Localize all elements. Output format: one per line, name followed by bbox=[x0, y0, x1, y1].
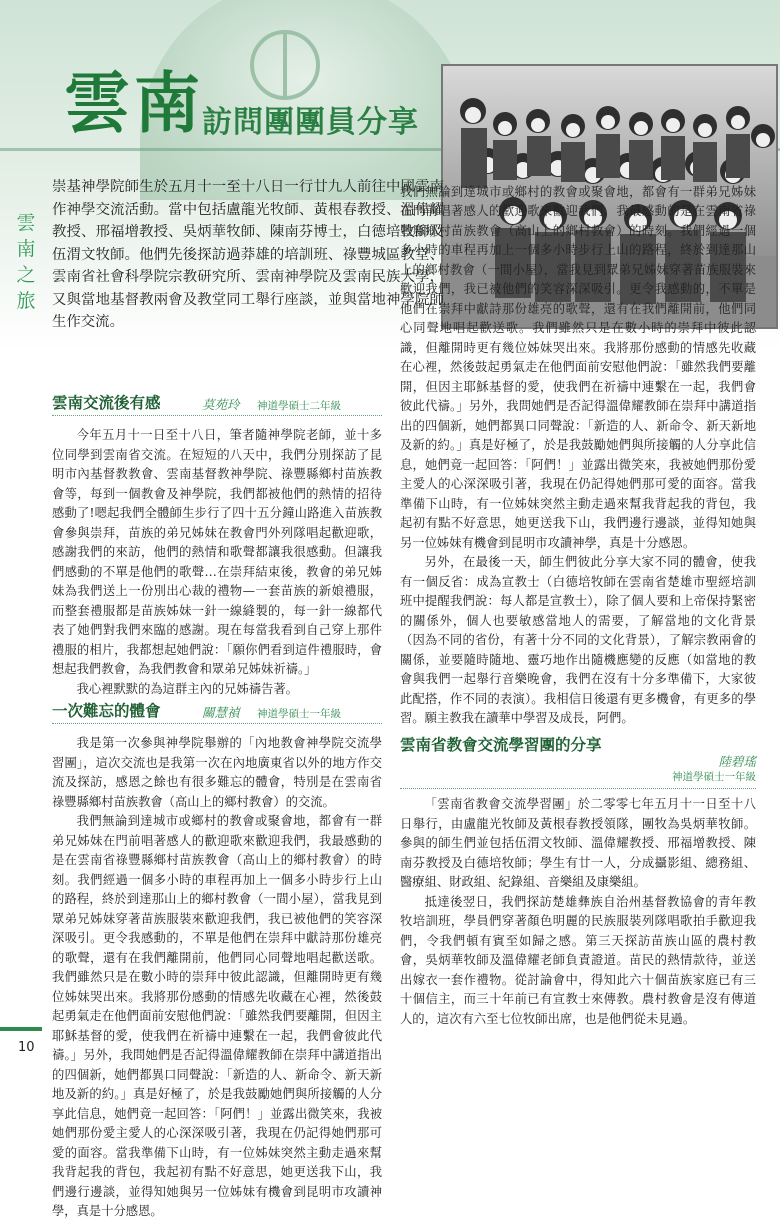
section-title-3: 雲南省教會交流學習團的分享 bbox=[400, 736, 602, 754]
section-author-1: 莫苑玲 bbox=[202, 397, 240, 412]
section-title-2: 一次難忘的體會 bbox=[52, 702, 161, 720]
section-title-1: 雲南交流後有感 bbox=[52, 394, 161, 412]
section-role-2: 神道學碩士一年級 bbox=[257, 708, 341, 720]
section-role-1: 神道學碩士二年級 bbox=[257, 400, 341, 412]
page-number-bar bbox=[0, 1027, 42, 1031]
article-title-sub: 訪問團團員分享 bbox=[202, 105, 419, 140]
article-title-main: 雲南 bbox=[64, 64, 204, 142]
section-role-3: 神道學碩士一年級 bbox=[672, 771, 756, 783]
section-3-divider bbox=[400, 788, 756, 789]
section-1-paragraph: 我心裡默默的為這群主內的兄姊禱告著。 bbox=[76, 681, 298, 696]
church-window-illustration bbox=[250, 30, 320, 100]
section-2-paragraph: 另外，在最後一天，師生們彼此分享大家不同的體會，使我有一個反省：成為宣教士（白德培牧師在雲南省楚雄市聖經培訓班中提醒我們說：每人都是宣教士），除了個人要和上帝保持緊密的關係外，個人也要敏感當地人的需要，了解當地的文化背景（因為不同的省份，有著十分不同的文化背景），了解宗教兩會的關係，並要隨時隨地、靈巧地作出隨機應變的反應（如當地的教會與我們一起舉行音樂晚會，我們在沒有十分多準備下，大家彼此配搭，作不同的表演）。我相信日後還有更多機會，有更多的學習。願主教我在讀華中學習及成長，阿們。 bbox=[400, 555, 756, 725]
section-2-paragraph: 我是第一次參與神學院舉辦的「內地教會神學院交流學習團」，這次交流也是我第一次在內地廣東省以外的地方作交流及探訪，感恩之餘也有很多難忘的體會，特別是在雲南省祿豐縣鄉村苗族教會（高山上的鄉村教會）的交流。 bbox=[52, 736, 382, 809]
page-number: 10 bbox=[18, 1040, 35, 1055]
section-body-3 bbox=[400, 795, 756, 1045]
section-2-paragraph: 我們無論到達城市或鄉村的教會或聚會地，都會有一群弟兄姊妹在門前唱著感人的歡迎歌來歡迎我們，我最感動的是在雲南省祿豐縣鄉村苗族教會（高山上的鄉村教會）的時刻。我們經過一個多小時的車程再加上一個多小時步行上山的路程，終於到達那山上的鄉村教會（一間小屋），當我見到眾弟兄姊妹穿著苗族服裝來歡迎我們，我已被他們的笑容深深吸引。更令我感動的，不單是他們在崇拜中獻詩那份雄亮的歌聲，還有在我們離開前，他們同心同聲地唱起歡送歌。我們雖然只是在數小時的崇拜中彼此認識，但離開時更有幾位姊妹哭出來。我將那份感動的情感先收藏在心裡，然後鼓起勇氣走在他們面前安慰他們說：「雖然我們要離開，但因主耶穌基督的愛，使我們在祈禱中連繫在一起，我們會彼此代禱。」另外，我問她們是否記得溫偉耀教師在崇拜中講道指出的四個新，她們都異口同聲說：「新造的人、新命令、新天新地及新的約。」真是好極了，於是我鼓勵她們與所接觸的人分享此信息，她們竟一起回答：「阿們！」並露出微笑來，我被她們那份愛主愛人的心深深吸引著，我現在仍記得她們那可愛的面容。當我準備下山時，有一位姊妹突然主動走過來幫我背起我的背包，我起初有點不好意思，她更送我下山，我們邊行邊談，並得知她與另一位姊妹有機會到昆明市攻讀神學，真是十分感恩。 bbox=[52, 814, 382, 1218]
section-body-1 bbox=[52, 426, 382, 699]
section-header-1 bbox=[52, 395, 382, 416]
section-author-3: 陸碧瑤 bbox=[718, 754, 756, 769]
section-body-2-part1 bbox=[52, 734, 382, 1218]
side-label: 雲南之旅 bbox=[16, 212, 36, 312]
section-3-paragraph: 「雲南省教會交流學習團」於二零零七年五月十一日至十八日舉行，由盧龍光牧師及黃根春教授領隊，團牧為吳炳華牧師。參與的師生們並包括伍渭文牧師、溫偉耀教授、邢福增教授、陳南芬教授及白德培牧師；學生有廿一人，分成攝影組、總務組、醫療組、財政組、紀錄組、音樂組及康樂組。 bbox=[400, 797, 756, 889]
section-2-paragraph-continued: 我們無論到達城市或鄉村的教會或聚會地，都會有一群弟兄姊妹在門前唱著感人的歡迎歌來歡迎我們，我最感動的是在雲南省祿豐縣鄉村苗族教會（高山上的鄉村教會）的時刻。我們經過一個多小時的車程再加上一個多小時步行上山的路程，終於到達那山上的鄉村教會（一間小屋），當我見到眾弟兄姊妹穿著苗族服裝來歡迎我們，我已被他們的笑容深深吸引。更令我感動的，不單是他們在崇拜中獻詩那份雄亮的歌聲，還有在我們離開前，他們同心同聲地唱起歡送歌。我們雖然只是在數小時的崇拜中彼此認識，但離開時更有幾位姊妹哭出來。我將那份感動的情感先收藏在心裡，然後鼓起勇氣走在他們面前安慰他們說：「雖然我們要離開，但因主耶穌基督的愛，使我們在祈禱中連繫在一起，我們會彼此代禱。」另外，我問她們是否記得溫偉耀教師在崇拜中講道指出的四個新，她們都異口同聲說：「新造的人、新命令、新天新地及新的約。」真是好極了，於是我鼓勵她們與所接觸的人分享此信息，她們竟一起回答：「阿們！」並露出微笑來，我被她們那份愛主愛人的心深深吸引著，我現在仍記得她們那可愛的面容。當我準備下山時，有一位姊妹突然主動走過來幫我背起我的背包，我起初有點不好意思，她更送我下山，我們邊行邊談，並得知她與另一位姊妹有機會到昆明市攻讀神學，真是十分感恩。 bbox=[400, 184, 756, 550]
section-header-2 bbox=[52, 703, 382, 724]
intro-paragraph: 崇基神學院師生於五月十一至十八日一行廿九人前往中國雲南作神學交流活動。當中包括盧龍光牧師、黃根春教授、溫偉耀教授、邢福增教授、吳炳華牧師、陳南芬博士，白德培牧師及伍渭文牧師。他們先後探訪過莽雄的培訓班、祿豐城區教堂、雲南省社會科學院宗教研究所、雲南神學院及雲南民族大學，又與當地基督教兩會及教堂同工舉行座談，並與當地神學院師生作交流。 bbox=[52, 179, 444, 330]
section-body-2-part2 bbox=[400, 184, 756, 725]
section-1-paragraph: 今年五月十一日至十八日，筆者隨神學院老師，並十多位同學到雲南省交流。在短短的八天中，我們分別探訪了昆明市內基督教教會、雲南基督教神學院、祿豐縣鄉村苗族教會等，每到一個教會及神學院，我們都被他們的熱情的招待感動了!嗯起我們全體師生步行了四十五分鐘山路進入苗族教會參與崇拜，苗族的弟兄姊妹在教會門外列隊唱起歡迎歌，感謝我們的來訪，他們的熱情和歌聲都讓我很感動。但讓我們感動的不單是他們的歌聲…在崇拜結束後，教會的弟兄姊妹為我們送上一份別出心裁的禮物—一套苗族的新娘禮服，而整套禮服都是苗族姊妹一針一線縫製的，每一針一線都代表了她們對我們來臨的感謝。現在每當我看到自己穿上那件禮服的相片，我都想起她們說：「願你們看到這件禮服時，會想起我們教會，為我們教會和眾弟兄姊妹祈禱。」 bbox=[52, 428, 382, 676]
section-3-paragraph: 抵達後翌日，我們探訪楚雄彝族自治州基督教協會的青年教牧培訓班，學員們穿著顏色明麗的民族服裝列隊唱歌拍手歡迎我們，令我們頓有賓至如歸之感。第三天探訪苗族山區的農村教會，吳炳華牧師及溫偉耀老師負責證道。苗民的熱情款待，並送出嫁衣一套作禮物。從討論會中，得知此六十個苗族家庭已有三十個信主，而三十年前已有宣教士來傳教。農村教會是沒有傳道人的，這次有六至七位牧師出席，也是他們從未見過。 bbox=[400, 894, 756, 1026]
section-author-2: 關慧禎 bbox=[202, 705, 240, 720]
